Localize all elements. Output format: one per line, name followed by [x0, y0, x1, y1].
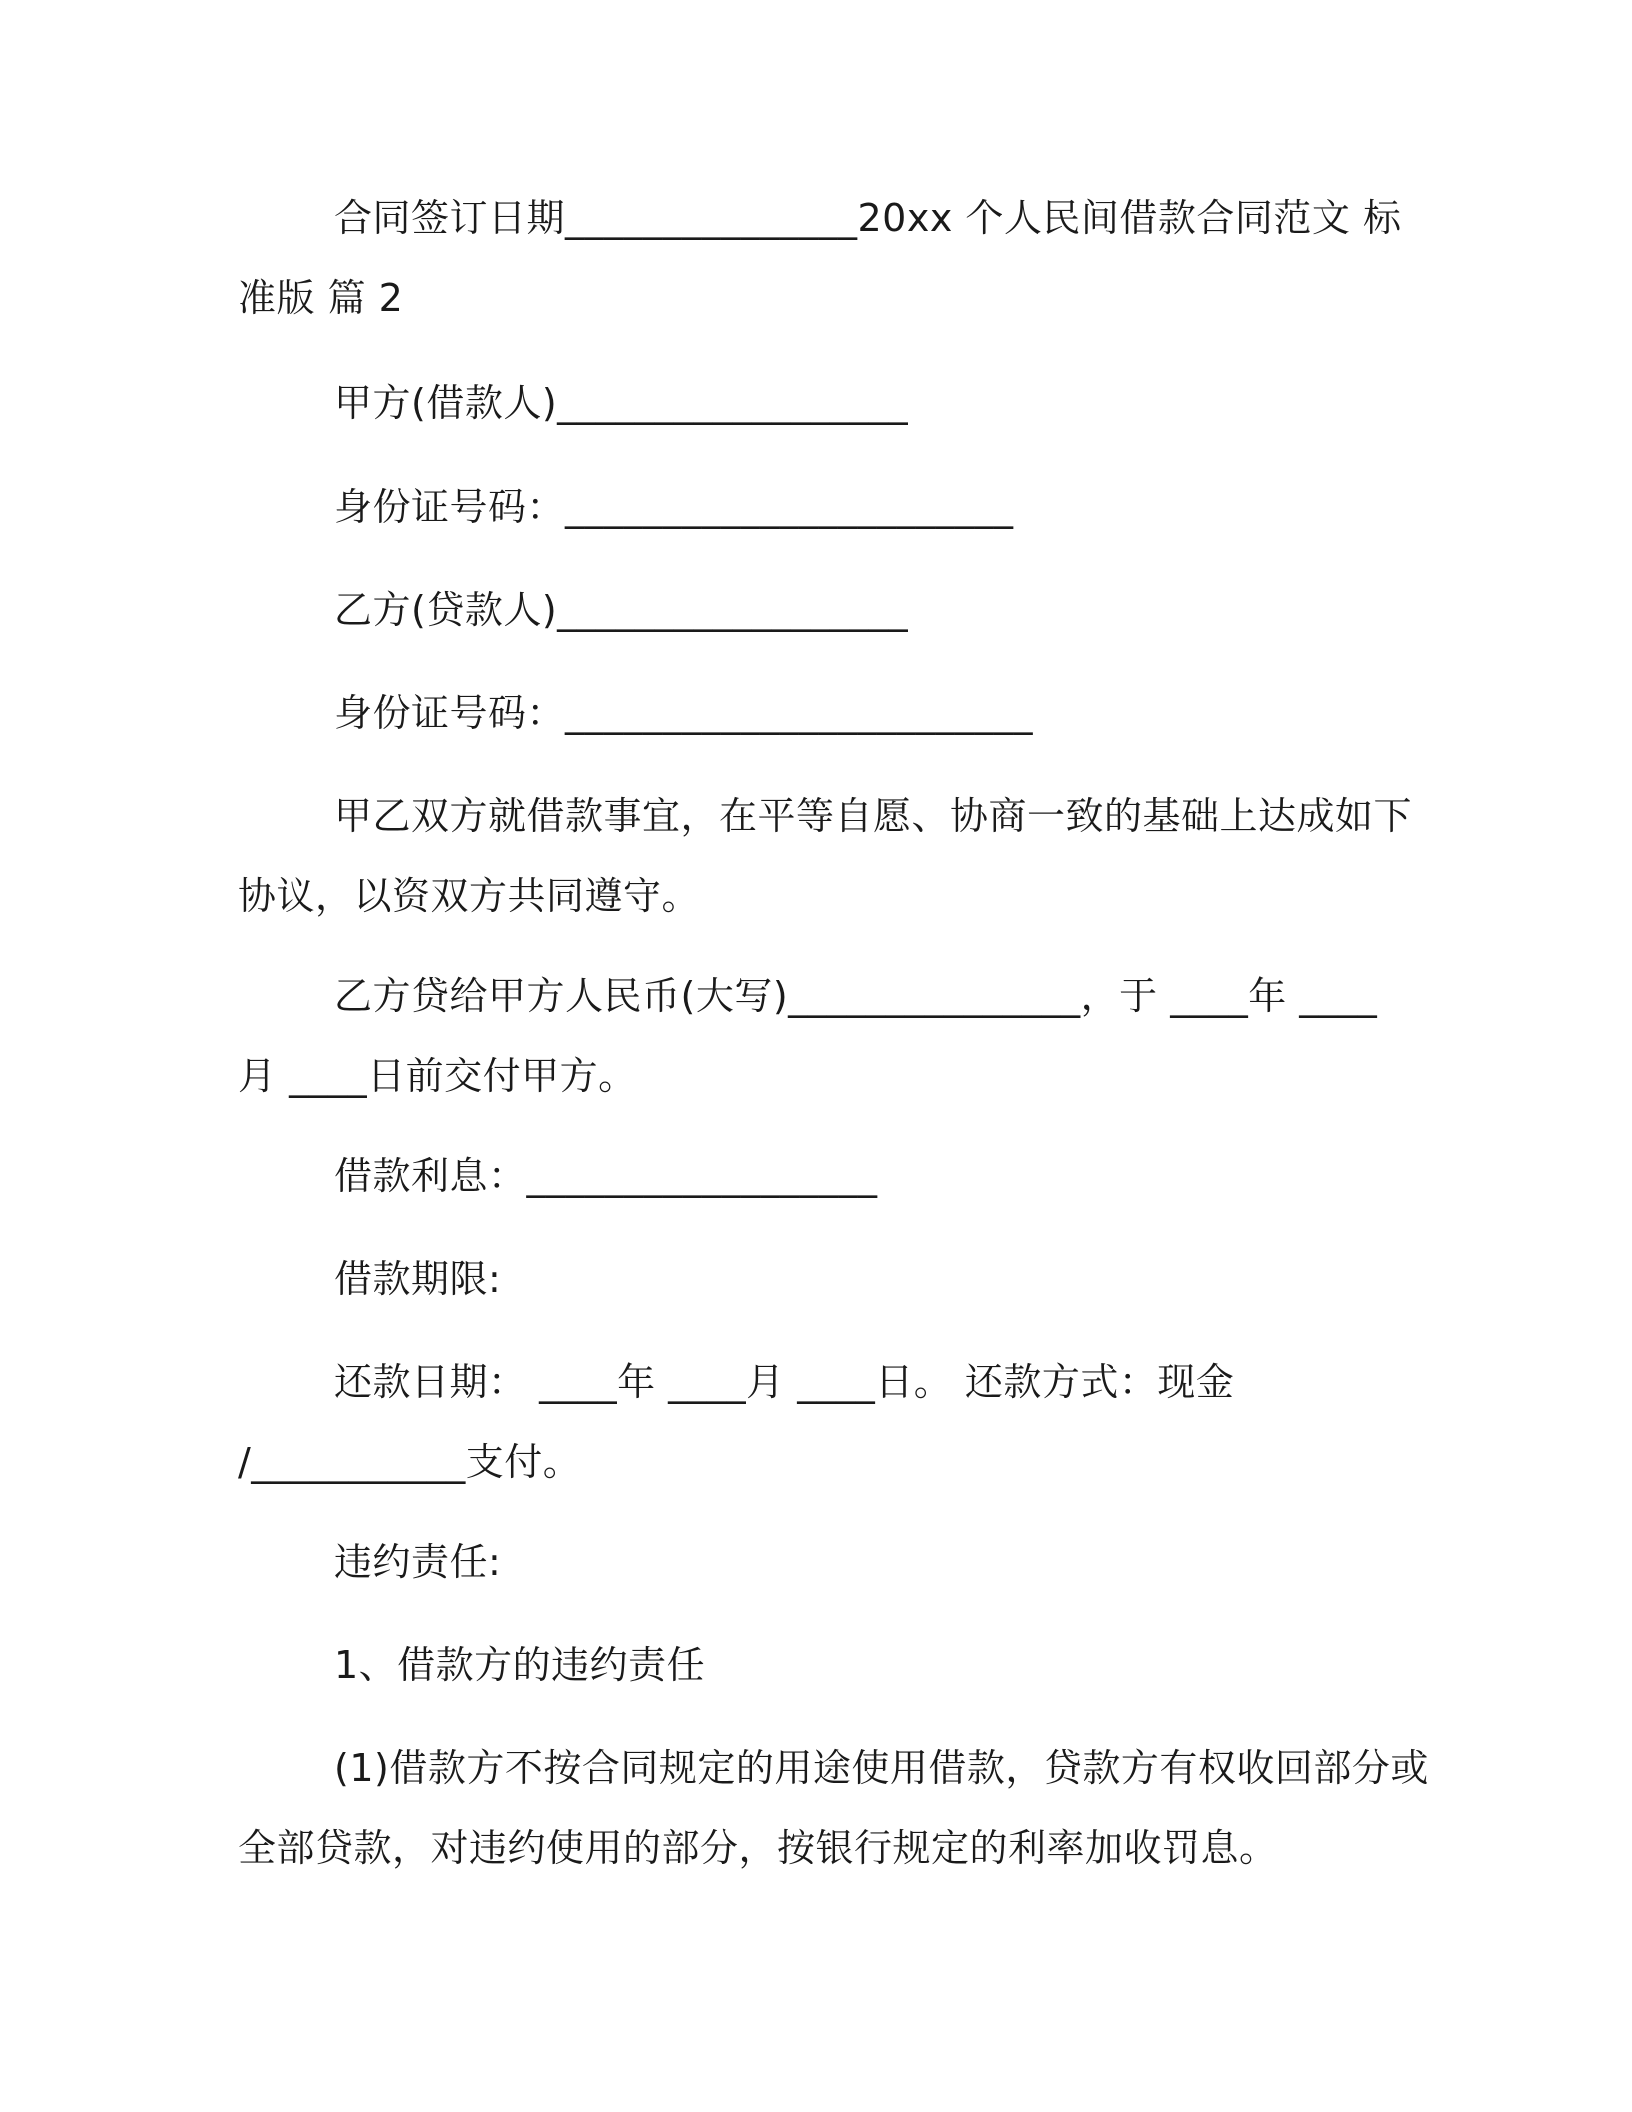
party-b-id-number: 身份证号码：________________________: [334, 691, 1034, 735]
loan-amount-line-2: 月 ____日前交付甲方。: [238, 1054, 637, 1098]
title-line-1: 合同签订日期_______________20xx 个人民间借款合同范文 标: [334, 196, 1402, 240]
loan-amount-line-1: 乙方贷给甲方人民币(大写)_______________，于 ____年 ____: [334, 974, 1378, 1018]
repayment-line-1: 还款日期： ____年 ____月 ____日。 还款方式：现金: [334, 1360, 1235, 1404]
term-paragraph: [238, 1239, 1398, 1319]
party-b-id-paragraph: [238, 673, 1398, 753]
interest-paragraph: [238, 1136, 1398, 1216]
repayment-line-2: /___________支付。: [238, 1440, 582, 1484]
party-b-paragraph: [238, 570, 1398, 650]
borrower-breach-heading: 1、借款方的违约责任: [334, 1643, 706, 1687]
agreement-line-1: 甲乙双方就借款事宜，在平等自愿、协商一致的基础上达成如下: [334, 794, 1413, 838]
clause-1-1-line-2: 全部贷款，对违约使用的部分，按银行规定的利率加收罚息。: [238, 1826, 1278, 1870]
title-line-2: 准版 篇 2: [238, 276, 404, 320]
loan-term: 借款期限:: [334, 1257, 502, 1301]
party-b-lender: 乙方(贷款人)__________________: [334, 588, 909, 632]
breach-heading-paragraph: [238, 1522, 1398, 1602]
agreement-paragraph: [238, 776, 1413, 936]
party-a-paragraph: [238, 363, 1398, 443]
repayment-paragraph: [238, 1342, 1398, 1502]
loan-interest: 借款利息：__________________: [334, 1154, 878, 1198]
party-a-id-number: 身份证号码：_______________________: [334, 485, 1014, 529]
contract-date-and-title: [238, 178, 1402, 338]
party-a-borrower: 甲方(借款人)__________________: [334, 381, 909, 425]
clause-1-1-paragraph: [238, 1728, 1429, 1888]
loan-amount-paragraph: [238, 956, 1398, 1116]
borrower-breach-paragraph: [238, 1625, 1398, 1705]
party-a-id-paragraph: [238, 467, 1398, 547]
breach-liability-heading: 违约责任:: [334, 1540, 502, 1584]
clause-1-1-line-1: (1)借款方不按合同规定的用途使用借款，贷款方有权收回部分或: [334, 1746, 1429, 1790]
agreement-line-2: 协议，以资双方共同遵守。: [238, 874, 701, 918]
